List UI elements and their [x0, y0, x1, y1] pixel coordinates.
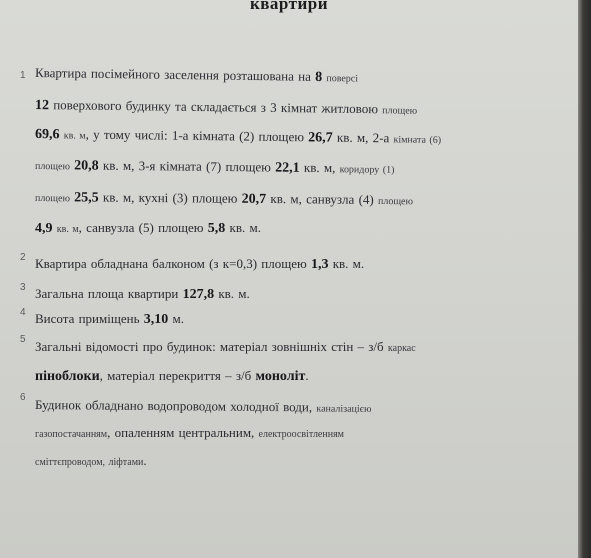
small-text: площею	[34, 193, 70, 205]
item-line: площею 25,5 кв. м, кухні (3) площею 20,7 кв. м, санвузла (4) площею	[34, 189, 414, 208]
bold-value: піноблоки	[35, 369, 100, 384]
item-line: Квартира обладнана балконом (з к=0,3) площею 1,3 кв. м.	[35, 256, 365, 272]
bold-value: 25,5	[74, 190, 99, 206]
small-text: коридору (1)	[339, 164, 395, 176]
bold-value: 20,7	[241, 191, 267, 208]
item-number: 2	[20, 252, 26, 263]
small-text: площею	[377, 195, 414, 208]
bold-value: 26,7	[308, 130, 333, 146]
item-line: 4,9 кв. м, санвузла (5) площею 5,8 кв. м.	[35, 220, 261, 236]
item-line: Квартира посімейного заселення розташована на 8 поверсі	[34, 65, 359, 86]
bold-value: 69,6	[34, 127, 60, 143]
bold-value: 20,8	[74, 158, 99, 174]
small-text: каналізацією	[316, 403, 372, 415]
small-text: площею	[382, 105, 418, 117]
small-text: кв. м	[56, 224, 79, 235]
item-line: площею 20,8 кв. м, 3-я кімната (7) площею 22,1 кв. м, коридору (1)	[34, 157, 395, 176]
item-line: Будинок обладнано водопроводом холодної води, каналізацією	[34, 397, 372, 415]
item-line: Загальна площа квартири 127,8 кв. м.	[35, 286, 250, 302]
item-line: 69,6 кв. м, у тому числі: 1-а кімната (2) площею 26,7 кв. м, 2-а кімната (6)	[34, 126, 442, 146]
item-number: 1	[20, 70, 26, 81]
page-edge-shadow	[578, 0, 591, 558]
small-text: газопостачанням	[35, 429, 108, 440]
small-text: сміттєпроводом, ліфтами	[35, 457, 144, 468]
bold-value: моноліт	[255, 369, 306, 384]
item-number: 5	[20, 334, 26, 345]
small-text: каркас	[387, 343, 416, 354]
item-number: 6	[20, 392, 26, 403]
item-line: Загальні відомості про будинок: матеріал зовнішніх стін – з/б каркас	[35, 339, 416, 354]
small-text: електроосвітленням	[258, 429, 345, 440]
item-line: 12 поверхового будинку та складається з 3 кімнат житловою площею	[34, 97, 418, 117]
item-line: сміттєпроводом, ліфтами.	[35, 453, 147, 468]
small-text: поверсі	[326, 73, 359, 85]
item-number: 3	[20, 282, 26, 293]
bold-value: 22,1	[275, 160, 300, 176]
bold-value: 1,3	[310, 257, 329, 272]
item-number: 4	[20, 307, 26, 318]
small-text: кімната (6)	[393, 134, 442, 146]
bold-value: 5,8	[207, 221, 226, 236]
item-line: Висота приміщень 3,10 м.	[35, 311, 184, 327]
bold-value: 4,9	[35, 221, 53, 236]
small-text: кв. м	[63, 130, 86, 142]
page-heading: квартири	[249, 0, 329, 13]
bold-value: 127,8	[182, 287, 215, 302]
bold-value: 8	[315, 69, 323, 86]
item-line: газопостачанням, опаленням центральним, електроосвітленням	[35, 425, 345, 440]
bold-value: 12	[34, 98, 50, 114]
small-text: площею	[34, 161, 70, 173]
item-line: піноблоки, матеріал перекриття – з/б моноліт.	[35, 368, 309, 384]
bold-value: 3,10	[143, 312, 169, 327]
